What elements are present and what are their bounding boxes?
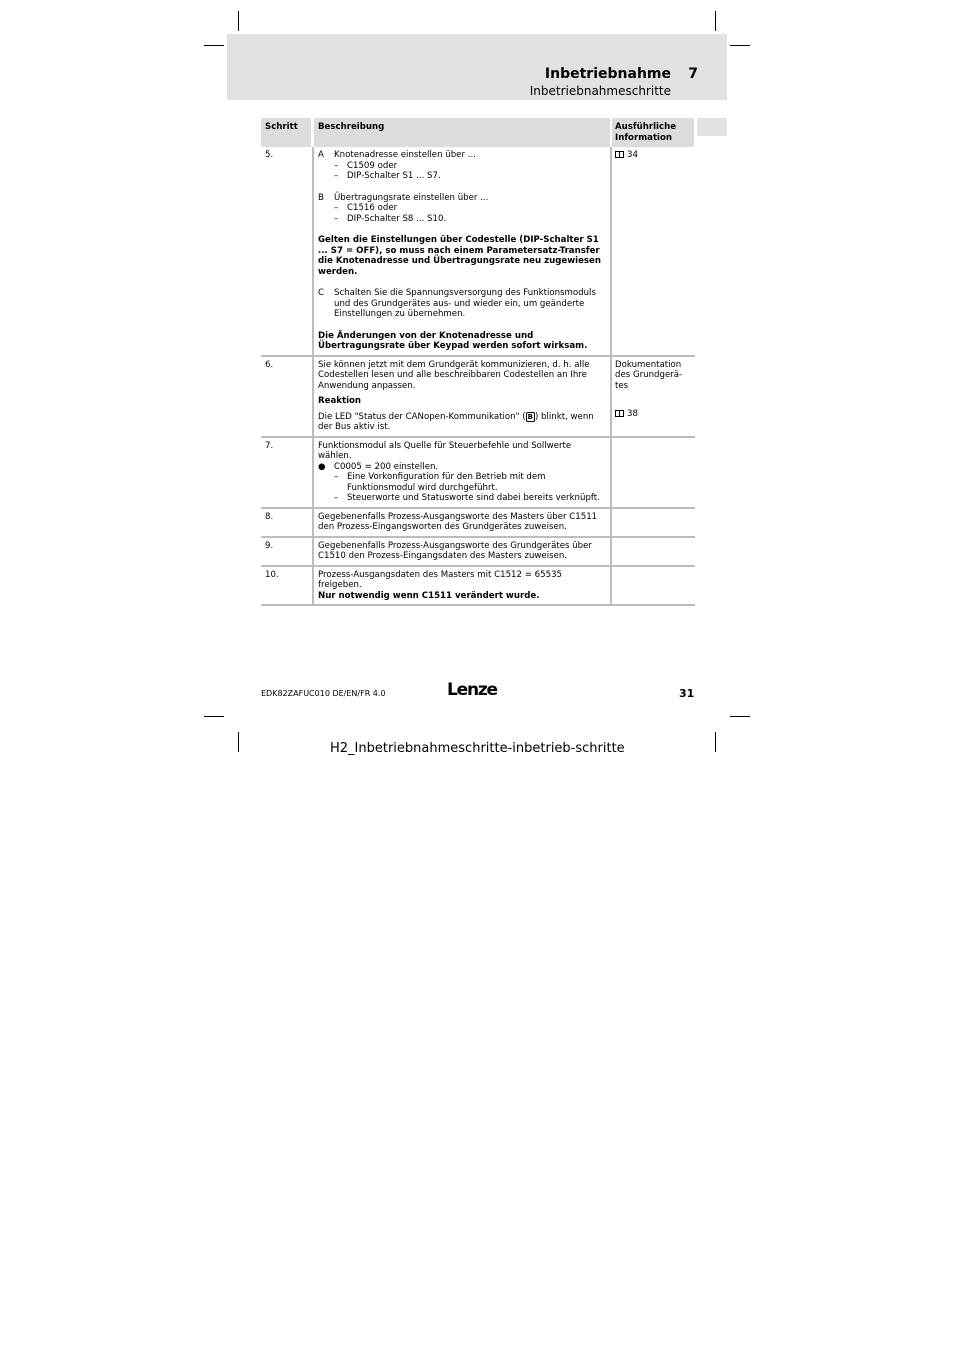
step-number: 10. — [265, 569, 279, 580]
bold-note: Gelten die Einstellungen über Codestelle (DIP-Schalter S1 ... S7 = OFF), so muss nach einem Parametersatz-Transfer die Knotenadresse und Übertragungsrate neu zugewiesen werden. — [318, 235, 601, 277]
info-cell — [612, 438, 695, 507]
step-number: 7. — [265, 440, 274, 451]
info-cell — [612, 567, 695, 605]
table-row — [261, 567, 695, 607]
steps-table — [261, 118, 695, 606]
crop-mark — [730, 45, 750, 46]
step-number: 5. — [265, 150, 274, 160]
column-header-step: Schritt — [261, 118, 311, 147]
crop-mark — [204, 45, 224, 46]
step-description — [312, 438, 612, 507]
bullet-icon: ● — [318, 461, 326, 472]
page-number: 31 — [679, 687, 695, 700]
table-row — [261, 438, 695, 509]
option-text: C1516 oder — [347, 203, 398, 213]
bold-note: Die Änderungen von der Knotenadresse und Übertragungsrate über Keypad werden sofort wirksam. — [318, 330, 588, 351]
option-text: DIP-Schalter S1 ... S7. — [347, 171, 441, 181]
info-cell — [612, 147, 695, 355]
dash-marker: – — [334, 493, 339, 503]
dash-marker: – — [334, 203, 339, 213]
info-cell — [612, 538, 695, 565]
column-header-info: Ausführliche Information — [612, 118, 694, 147]
dash-marker: – — [334, 160, 339, 171]
step-number: 6. — [265, 359, 274, 370]
crop-mark — [238, 11, 239, 31]
step-text: Sie können jetzt mit dem Grundgerät kommunizieren, d. h. alle Codestellen lesen und alle beschreibbaren Codestellen an Ihre Anwendung anpassen. — [318, 359, 590, 391]
item-text: Übertragungsrate einstellen über ... — [334, 192, 489, 203]
crop-mark — [730, 716, 750, 717]
step-number: 9. — [265, 540, 274, 551]
info-cell — [612, 509, 695, 536]
sub-item-text: Eine Vorkonfiguration für den Betrieb mit dem Funktionsmodul wird durchgeführt. — [347, 472, 546, 493]
step-description — [312, 357, 612, 436]
table-row — [261, 538, 695, 567]
page-reference: 38 — [627, 409, 638, 419]
crop-mark — [238, 732, 239, 752]
column-header-description: Beschreibung — [312, 118, 612, 147]
crop-mark — [715, 11, 716, 31]
item-label: A — [318, 150, 324, 160]
side-tab — [697, 118, 727, 136]
image-caption: H2_Inbetriebnahmeschritte-inbetrieb-schritte — [330, 741, 625, 756]
item-text: Schalten Sie die Spannungsversorgung des Funktionsmoduls und des Grundgerätes aus- und wieder ein, um geänderte Einstellungen zu übernehmen. — [334, 288, 596, 319]
book-icon — [615, 410, 624, 417]
document-code: EDK82ZAFUC010 DE/EN/FR 4.0 — [261, 689, 386, 698]
chapter-title: Inbetriebnahme — [544, 66, 671, 82]
table-row — [261, 509, 695, 538]
step-number: 8. — [265, 511, 274, 522]
dash-marker: – — [334, 213, 339, 224]
section-subtitle: Inbetriebnahmeschritte — [529, 84, 671, 98]
step-text: Funktionsmodul als Quelle für Steuerbefehle und Sollwerte wählen. — [318, 440, 572, 461]
info-cell — [612, 357, 695, 436]
option-text: C1509 oder — [347, 160, 398, 171]
dash-marker: – — [334, 472, 339, 482]
crop-mark — [715, 732, 716, 752]
chapter-number: 7 — [688, 66, 698, 82]
reaction-label: Reaktion — [318, 396, 362, 406]
led-b-icon: B — [527, 412, 533, 421]
step-text: Prozess-Ausgangsdaten des Masters mit C1512 = 65535 freigeben. — [318, 569, 562, 590]
sub-item-text: Steuerworte und Statusworte sind dabei bereits verknüpft. — [347, 493, 600, 503]
step-description — [312, 147, 612, 355]
page-header — [227, 34, 727, 100]
bullet-text: C0005 = 200 einstellen. — [334, 461, 439, 472]
lenze-logo: Lenze — [447, 680, 497, 700]
reaction-text-end: ) blinkt, wenn der Bus aktiv ist. — [318, 411, 594, 432]
table-row — [261, 357, 695, 438]
info-text: Dokumentation des Grundgerä-tes — [615, 359, 683, 391]
reaction-text-start: Die LED "Status der CANopen-Kommunikation" ( — [318, 411, 526, 422]
step-description: Gegebenenfalls Prozess-Ausgangsworte des Masters über C1511 den Prozess-Eingangsworten des Grundgerätes zuweisen. — [312, 509, 612, 536]
page-reference: 34 — [627, 150, 638, 160]
book-icon — [615, 151, 624, 158]
item-text: Knotenadresse einstellen über ... — [334, 150, 476, 160]
reaction-text — [318, 412, 607, 433]
item-label: C — [318, 288, 325, 298]
table-row — [261, 147, 695, 357]
step-description — [312, 567, 612, 605]
item-label: B — [318, 192, 324, 203]
crop-mark — [204, 716, 224, 717]
option-text: DIP-Schalter S8 ... S10. — [347, 213, 447, 224]
step-description: Gegebenenfalls Prozess-Ausgangsworte des Grundgerätes über C1510 den Prozess-Eingangsdaten des Masters zuweisen. — [312, 538, 612, 565]
bold-note: Nur notwendig wenn C1511 verändert wurde. — [318, 590, 540, 601]
table-header-row — [261, 118, 695, 147]
dash-marker: – — [334, 171, 339, 181]
